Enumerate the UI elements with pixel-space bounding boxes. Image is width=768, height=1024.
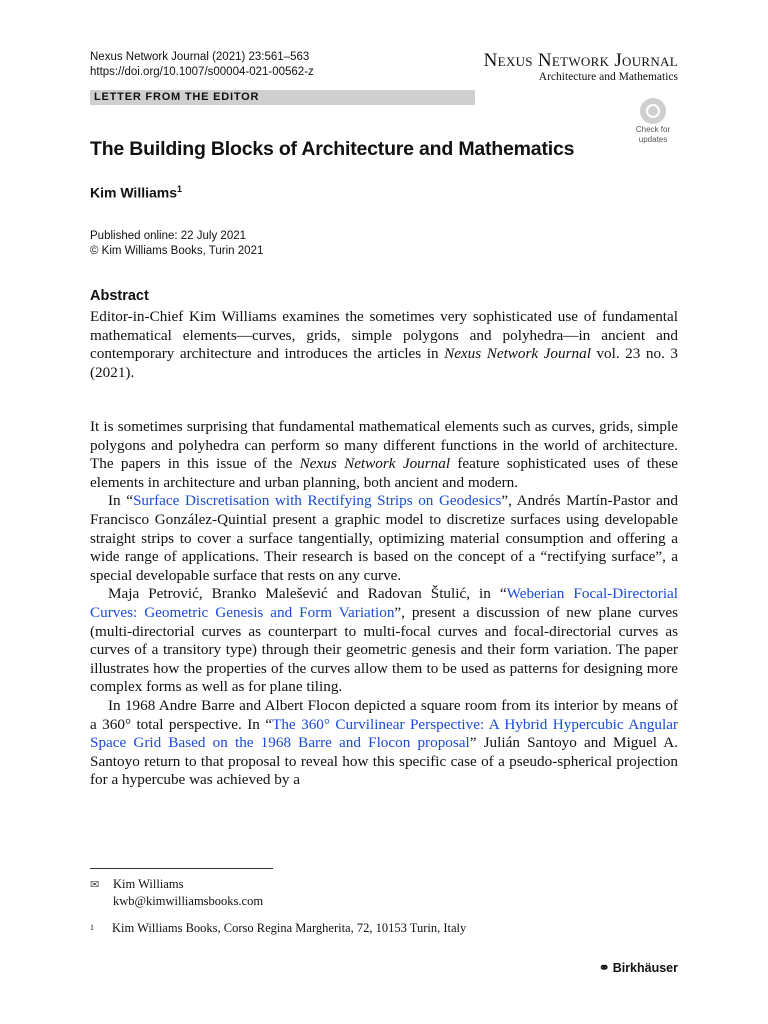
abstract-heading: Abstract bbox=[90, 288, 149, 304]
abstract-text-part: Editor-in-Chief Kim Williams examines the sometimes very sophisticated use of fundamental mathematical elements—curves, grids, simple polygons and polyhedra—in ancient and contemporary architecture and introduces the articles in bbox=[90, 308, 678, 363]
journal-name: Nexus Network Journal bbox=[483, 50, 678, 71]
journal-citation: Nexus Network Journal (2021) 23:561–563 bbox=[90, 51, 310, 63]
journal-reference bbox=[90, 50, 314, 80]
correspondence-name: Kim Williams bbox=[113, 877, 184, 891]
text: It is sometimes surprising that fundamental mathematical elements such as curves, grids, simple polygons and polyhedra can perform so many different functions in the world of architecture. The papers in this issue of the bbox=[90, 418, 678, 473]
text: ”, present a discussion of new plane curves (multi-directorial curves as counterpart to multi-focal curves and focal-directorial curves as curves of a transitory type) through their geometric genesis and their form variation. The paper illustrates how the properties of the curves allow them to be used as patterns for designing more complex forms as well as for plane tiling. bbox=[90, 603, 678, 696]
author-name: Kim Williams bbox=[90, 184, 178, 201]
author-affiliation-mark[interactable]: 1 bbox=[177, 184, 183, 194]
envelope-icon: ✉ bbox=[90, 879, 100, 891]
article-title: The Building Blocks of Architecture and Mathematics bbox=[90, 138, 575, 160]
article-link-curvilinear-perspective[interactable]: The 360° Curvilinear Perspective: A Hybrid Hypercubic Angular Space Grid Based on the 1968 Barre and Flocon proposal bbox=[90, 715, 678, 752]
article-link-surface-discretisation[interactable]: Surface Discretisation with Rectifying Strips on Geodesics bbox=[132, 492, 502, 510]
paragraph-3 bbox=[90, 585, 678, 697]
footnote-affiliation bbox=[90, 920, 466, 936]
text: In 1968 Andre Barre and Albert Flocon depicted a square room from its interior by means of a 360° total perspective. In “ bbox=[90, 696, 678, 733]
journal-logo bbox=[484, 51, 678, 84]
text: ”, Andrés Martín-Pastor and Francisco González-Quintial present a graphic model to discretize surfaces using developable straight strips to cover a surface tangentially, optimizing material consumption and offering a wide range of applications. Their research is based on the concept of a “rectifying surface”, a special developable surface that rests on any curve. bbox=[90, 492, 678, 584]
doi-link[interactable]: https://doi.org/10.1007/s00004-021-00562-z bbox=[90, 66, 314, 78]
birkhauser-logo-icon: ⚭ bbox=[598, 960, 610, 975]
affiliation-text: Kim Williams Books, Corso Regina Margherita, 72, 10153 Turin, Italy bbox=[112, 921, 467, 935]
paragraph-4 bbox=[90, 697, 678, 790]
published-date: Published online: 22 July 2021 bbox=[90, 230, 247, 242]
text: ” Julián Santoyo and Miguel A. Santoyo return to that proposal to reveal how this specific case of a pseudo-spherical projection for a hypercube was achieved by a bbox=[90, 734, 679, 789]
check-updates-line2: updates bbox=[638, 135, 668, 144]
text: Maja Petrović, Branko Malešević and Radovan Štulić, in “ bbox=[108, 585, 507, 603]
correspondence bbox=[90, 876, 263, 909]
paragraph-2 bbox=[90, 492, 678, 585]
correspondence-email[interactable]: kwb@kimwilliamsbooks.com bbox=[113, 894, 264, 908]
abstract-text-part: vol. 23 no. 3 (2021). bbox=[90, 345, 678, 381]
text: In “ bbox=[108, 492, 133, 510]
footnote-divider bbox=[90, 868, 273, 869]
check-for-updates-icon bbox=[640, 98, 666, 124]
check-for-updates-badge[interactable] bbox=[628, 98, 678, 142]
journal-subtitle: Architecture and Mathematics bbox=[538, 71, 678, 83]
publication-info bbox=[90, 229, 263, 259]
abstract-text bbox=[90, 308, 678, 382]
footnote-number: 1 bbox=[90, 923, 94, 932]
article-link-weberian-curves[interactable]: Weberian Focal-Directorial Curves: Geometric Genesis and Form Variation bbox=[90, 585, 678, 621]
article-body bbox=[90, 418, 678, 790]
publisher-name: Birkhäuser bbox=[612, 961, 678, 975]
abstract-journal-name: Nexus Network Journal bbox=[444, 345, 591, 363]
section-label: LETTER FROM THE EDITOR bbox=[90, 90, 475, 105]
author bbox=[90, 184, 182, 201]
journal-name-italic: Nexus Network Journal bbox=[299, 455, 451, 473]
paragraph-1 bbox=[90, 418, 678, 492]
publisher-logo bbox=[599, 960, 678, 976]
text: feature sophisticated uses of these elements in architecture and urban planning, both ancient and modern. bbox=[90, 455, 679, 491]
check-updates-line1: Check for bbox=[635, 125, 671, 134]
copyright: © Kim Williams Books, Turin 2021 bbox=[90, 245, 264, 257]
